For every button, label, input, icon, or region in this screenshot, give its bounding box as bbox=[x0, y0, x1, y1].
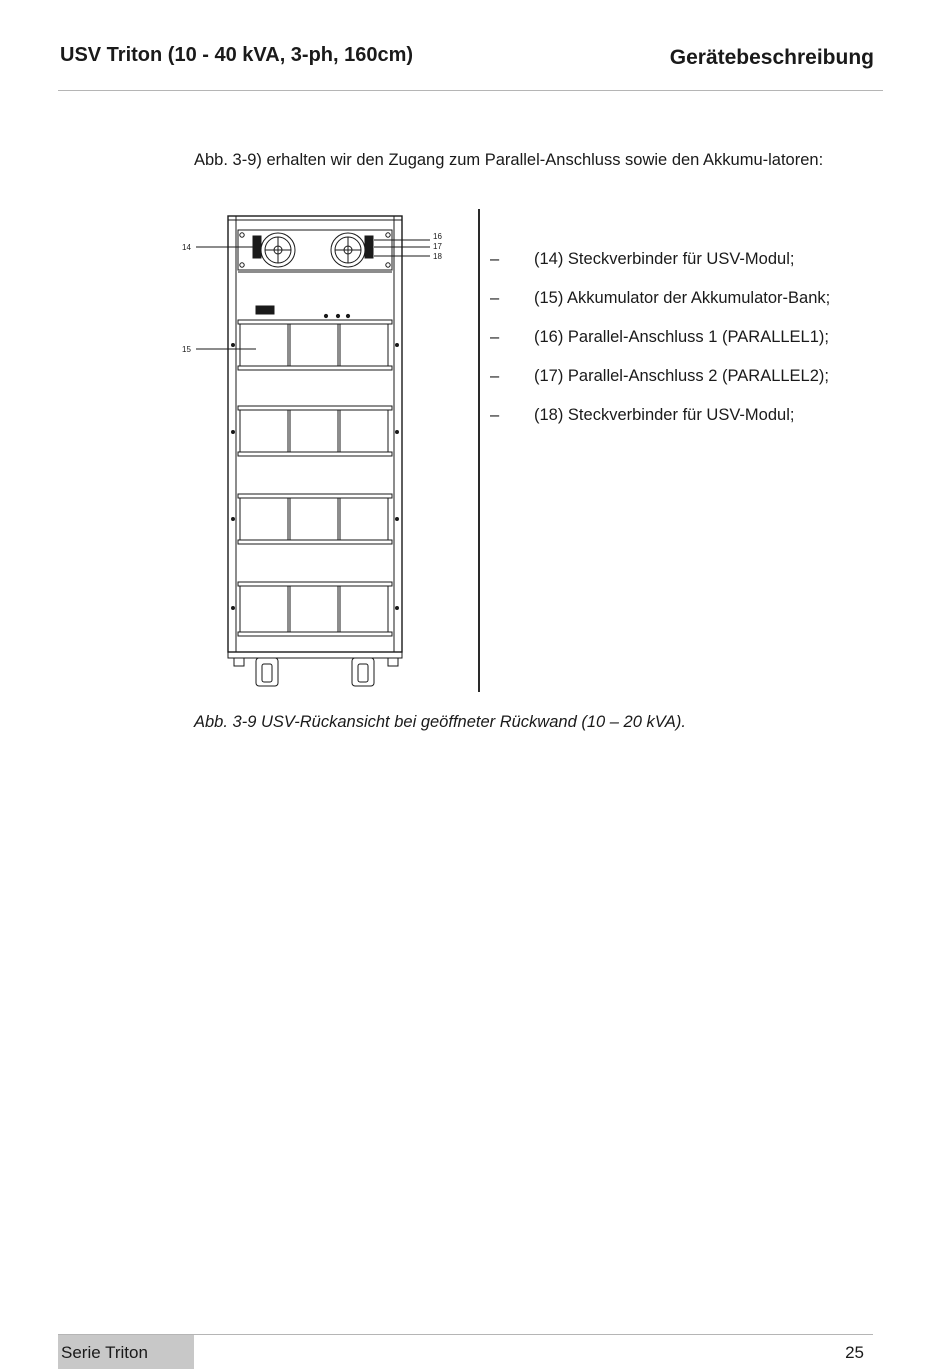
list-item bbox=[490, 287, 880, 309]
callout-15: 15 bbox=[182, 345, 191, 354]
list-item bbox=[490, 248, 880, 270]
list-item-text: (15) Akkumulator der Akkumulator-Bank; bbox=[534, 289, 831, 307]
bullet-dash: – bbox=[490, 289, 500, 307]
intro-paragraph: Abb. 3-9) erhalten wir den Zugang zum Parallel-Anschluss sowie den Akkumu-latoren: bbox=[194, 151, 824, 169]
bullet-dash: – bbox=[490, 328, 500, 346]
callout-16: 16 bbox=[433, 232, 442, 241]
list-item-text: (16) Parallel-Anschluss 1 (PARALLEL1); bbox=[534, 328, 829, 346]
bullet-dash: – bbox=[490, 367, 500, 385]
component-legend bbox=[490, 248, 880, 443]
list-item-text: (18) Steckverbinder für USV-Modul; bbox=[534, 406, 795, 424]
document-title: USV Triton (10 - 40 kVA, 3-ph, 160cm) bbox=[60, 44, 414, 66]
list-item bbox=[490, 365, 880, 387]
footer-series-label: Serie Triton bbox=[61, 1343, 148, 1362]
callout-18: 18 bbox=[433, 252, 442, 261]
bullet-dash: – bbox=[490, 406, 500, 424]
list-item bbox=[490, 404, 880, 426]
bullet-dash: – bbox=[490, 250, 500, 268]
list-item bbox=[490, 326, 880, 348]
figure-caption: Abb. 3-9 USV-Rückansicht bei geöffneter Rückwand (10 – 20 kVA). bbox=[194, 713, 686, 731]
list-item-text: (17) Parallel-Anschluss 2 (PARALLEL2); bbox=[534, 367, 829, 385]
ups-rear-view-figure bbox=[176, 210, 458, 690]
list-item-text: (14) Steckverbinder für USV-Modul; bbox=[534, 250, 795, 268]
column-divider bbox=[478, 209, 480, 692]
header-divider bbox=[58, 90, 883, 91]
section-title: Gerätebeschreibung bbox=[669, 46, 874, 69]
callout-14: 14 bbox=[182, 243, 191, 252]
page-number: 25 bbox=[845, 1343, 864, 1362]
callout-17: 17 bbox=[433, 242, 442, 251]
